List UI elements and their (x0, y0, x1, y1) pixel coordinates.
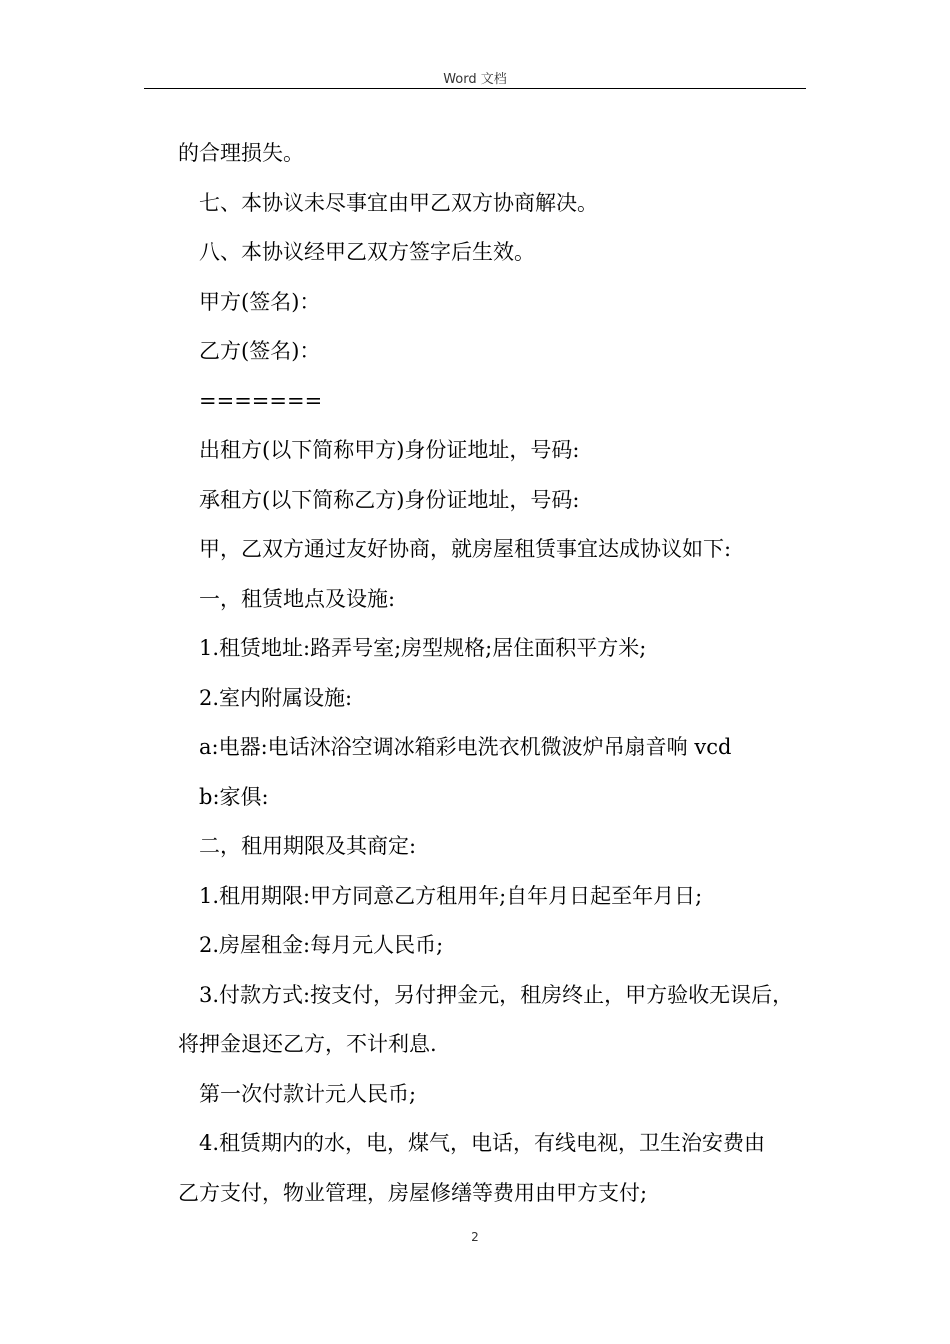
text-line: 一，租赁地点及设施: (199, 586, 396, 611)
text-line: 乙方(签名)： (199, 339, 321, 363)
page-header-title: Word 文档 (443, 72, 507, 87)
header-divider (144, 88, 806, 89)
text-line: 2.室内附属设施: (199, 685, 353, 710)
text-line: 将押金退还乙方，不计利息. (178, 1032, 437, 1056)
text-line: 八、本协议经甲乙双方签字后生效。 (199, 240, 535, 264)
text-line: 七、本协议未尽事宜由甲乙双方协商解决。 (199, 190, 598, 215)
text-line: 甲，乙双方通过友好协商，就房屋租赁事宜达成协议如下: (199, 537, 732, 561)
text-line: ======= (199, 388, 323, 413)
text-line: 2.房屋租金:每月元人民币; (199, 933, 444, 957)
text-line: 3.付款方式:按支付，另付押金元，租房终止，甲方验收无误后， (199, 982, 794, 1007)
text-line: 承租方(以下简称乙方)身份证地址，号码: (199, 487, 580, 512)
text-line: 1.租赁地址:路弄号室;房型规格;居住面积平方米; (199, 636, 647, 660)
text-line: 出租方(以下简称甲方)身份证地址，号码: (199, 438, 580, 462)
text-line: 第一次付款计元人民币; (199, 1081, 417, 1106)
page-number: 2 (471, 1230, 479, 1244)
text-line: a:电器:电话沐浴空调冰箱彩电洗衣机微波炉吊扇音响 vcd (199, 735, 732, 759)
text-line: 1.租用期限:甲方同意乙方租用年;自年月日起至年月日; (199, 883, 703, 908)
text-line: 乙方支付，物业管理，房屋修缮等费用由甲方支付; (178, 1180, 648, 1205)
text-line: 甲方(签名)： (199, 289, 321, 314)
text-line: 的合理损失。 (178, 141, 304, 165)
document-body (178, 129, 818, 1218)
text-line: b:家俱: (199, 784, 269, 809)
text-line: 4.租赁期内的水，电，煤气，电话，有线电视，卫生治安费由 (199, 1131, 766, 1155)
text-line: 二，租用期限及其商定: (199, 834, 417, 858)
